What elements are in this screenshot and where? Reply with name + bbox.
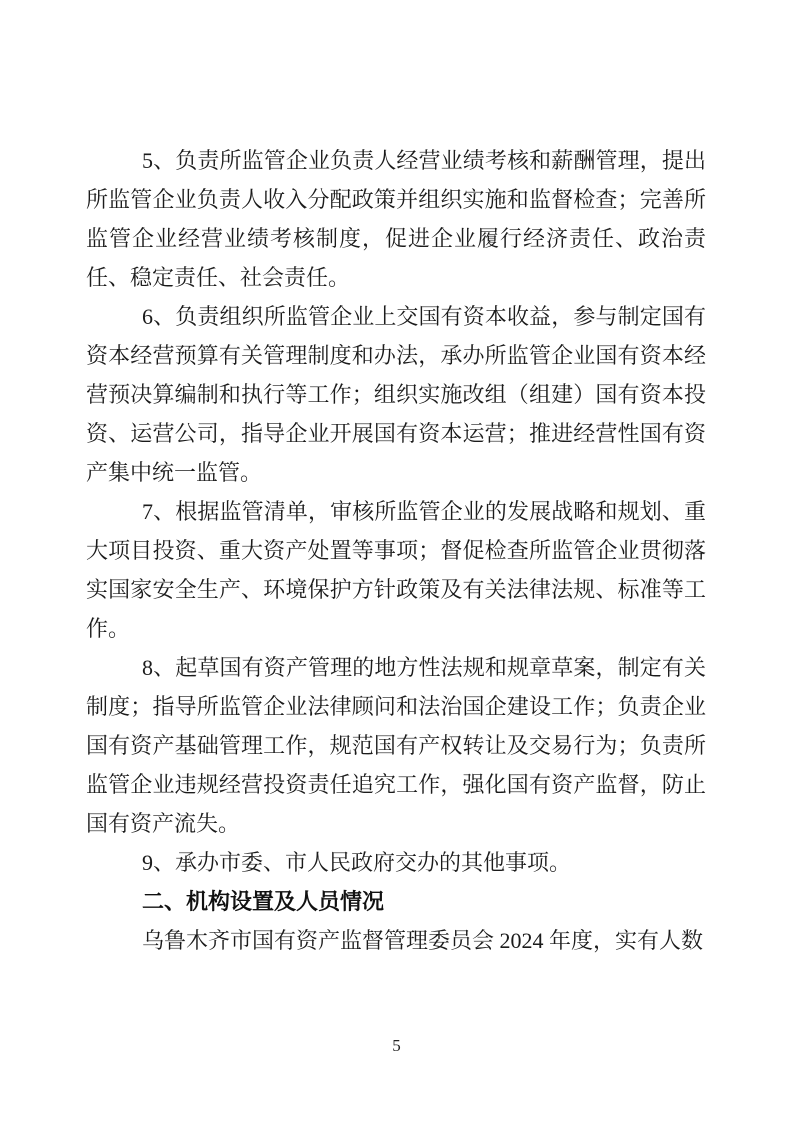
paragraph-duty-8: 8、起草国有资产管理的地方性法规和规章草案，制定有关制度；指导所监管企业法律顾问和法治国企建设工作；负责企业国有资产基础管理工作，规范国有产权转让及交易行为；负责所监管企业违规经营投资责任追究工作，强化国有资产监督，防止国有资产流失。 — [86, 655, 706, 836]
paragraph-organization-intro: 乌鲁木齐市国有资产监督管理委员会 2024 年度，实有人数 — [142, 928, 704, 953]
paragraph-duty-5: 5、负责所监管企业负责人经营业绩考核和薪酬管理，提出所监管企业负责人收入分配政策并组织实施和监督检查；完善所监管企业经营业绩考核制度，促进企业履行经济责任、政治责任、稳定责任、社会责任。 — [86, 148, 706, 290]
paragraph-duty-9: 9、承办市委、市人民政府交办的其他事项。 — [142, 850, 572, 875]
page-number: 5 — [392, 1036, 401, 1055]
paragraph-duty-7: 7、根据监管清单，审核所监管企业的发展战略和规划、重大项目投资、重大资产处置等事项；督促检查所监管企业贯彻落实国家安全生产、环境保护方针政策及有关法律法规、标准等工作。 — [86, 499, 706, 641]
paragraph-duty-6: 6、负责组织所监管企业上交国有资本收益，参与制定国有资本经营预算有关管理制度和办法，承办所监管企业国有资本经营预决算编制和执行等工作；组织实施改组（组建）国有资本投资、运营公司，指导企业开展国有资本运营；推进经营性国有资产集中统一监管。 — [86, 304, 706, 485]
document-body — [86, 141, 706, 960]
section-heading-organization: 二、机构设置及人员情况 — [142, 889, 385, 914]
page-footer — [0, 1036, 793, 1056]
